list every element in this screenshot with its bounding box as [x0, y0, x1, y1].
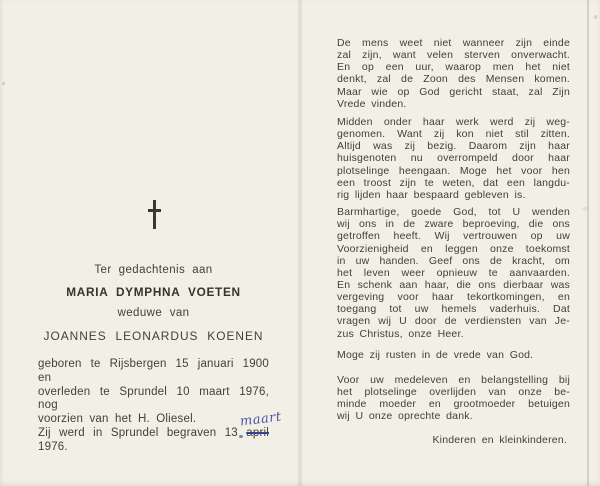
scan-speck — [594, 15, 597, 19]
text-line: zal zijn, want velen sterven onverwacht. — [337, 49, 570, 62]
bio-lines — [38, 358, 269, 427]
text-line: huisgenoten nu overrompeld door haar — [337, 152, 570, 165]
text-line: plotselinge heengaan. Moge het voor hen — [337, 164, 570, 177]
text-line: De mens weet niet wanneer zijn einde — [337, 37, 570, 49]
text-line: denkt, zal de Zoon des Mensen komen. — [337, 73, 570, 86]
text-line: Barmhartige, goede God, tot U wenden — [337, 206, 570, 219]
scan-speck — [2, 82, 5, 85]
relation-text: weduwe van — [117, 307, 190, 319]
right-page — [337, 37, 570, 446]
card-edge-line — [587, 0, 589, 486]
center-fold — [297, 0, 303, 486]
burial-year: 1976. — [38, 440, 68, 453]
biography-paragraph — [38, 358, 283, 455]
handwritten-correction: maart — [239, 409, 283, 430]
text-line: overleden te Sprundel 10 maart 1976, nog — [38, 385, 269, 412]
text-line: vragen wij U door de verdiensten van Je- — [337, 315, 570, 328]
text-line: Voor uw medeleven en belangstelling bij — [337, 373, 570, 386]
deceased-name: MARIA DYMPHNA VOETEN — [66, 285, 241, 299]
burial-prefix: Zij werd in Sprundel begraven 13 — [38, 426, 238, 439]
signature-line: Kinderen en kleinkinderen. — [432, 433, 567, 446]
scan-speck — [582, 207, 588, 211]
text-line: het leven weer opnieuw te aanvaarden. — [337, 266, 570, 279]
dedication-text: Ter gedachtenis aan — [94, 264, 213, 276]
text-line: genomen. Want zij kon niet stil zitten. — [337, 128, 570, 141]
text-line: wij ons in de zware beproeving, die ons — [337, 218, 570, 231]
text-line: rig lijden haar bespaard gebleven is. — [337, 188, 526, 201]
text-line: een troost zijn te weten, dat een langdu- — [337, 176, 570, 189]
corrected-word — [239, 409, 283, 441]
text-line: Altijd was zij bezig. Daarom zijn haar — [337, 140, 570, 153]
paragraph — [337, 206, 570, 340]
spouse-name: JOANNES LEONARDUS KOENEN — [43, 329, 264, 343]
text-line: vergeving voor haar tekortkomingen, en — [337, 291, 570, 304]
text-line: Voorzienigheid en leggen onze toekomst — [337, 242, 570, 255]
text-line: Moge zij rusten in de vrede van God. — [337, 348, 534, 361]
text-line: zus Christus, onze Heer. — [337, 327, 464, 340]
text-line: voorzien van het H. Oliesel. — [38, 413, 197, 426]
text-line: in uw handen. Geef ons de kracht, om — [337, 254, 570, 267]
text-line: het plotselinge overlijden van onze be- — [337, 386, 570, 399]
text-line: minde moeder en grootmoeder betuigen — [337, 398, 570, 411]
text-line: geboren te Rijsbergen 15 januari 1900 en — [38, 358, 269, 384]
text-line: Vrede vinden. — [337, 97, 407, 110]
paragraph — [337, 116, 570, 201]
text-line: En op een uur, waarop men het niet — [337, 61, 570, 74]
text-line: En schenk aan haar, die ons dierbaar was — [337, 278, 570, 291]
cross-icon — [148, 200, 161, 229]
text-line: wij U onze oprechte dank. — [337, 410, 473, 423]
text-line: getroffen heeft. Wij vertrouwen op uw — [337, 230, 570, 243]
text-line: toegang tot uw hemels vaderhuis. Dat — [337, 303, 570, 316]
paragraph — [337, 37, 570, 110]
text-line: Maar wie op God gericht staat, zal Zijn — [337, 85, 570, 98]
text-line: Midden onder haar werk werd zij weg- — [337, 115, 570, 128]
paragraph — [337, 349, 570, 361]
paragraph — [337, 374, 570, 423]
struck-word: april — [246, 426, 269, 439]
